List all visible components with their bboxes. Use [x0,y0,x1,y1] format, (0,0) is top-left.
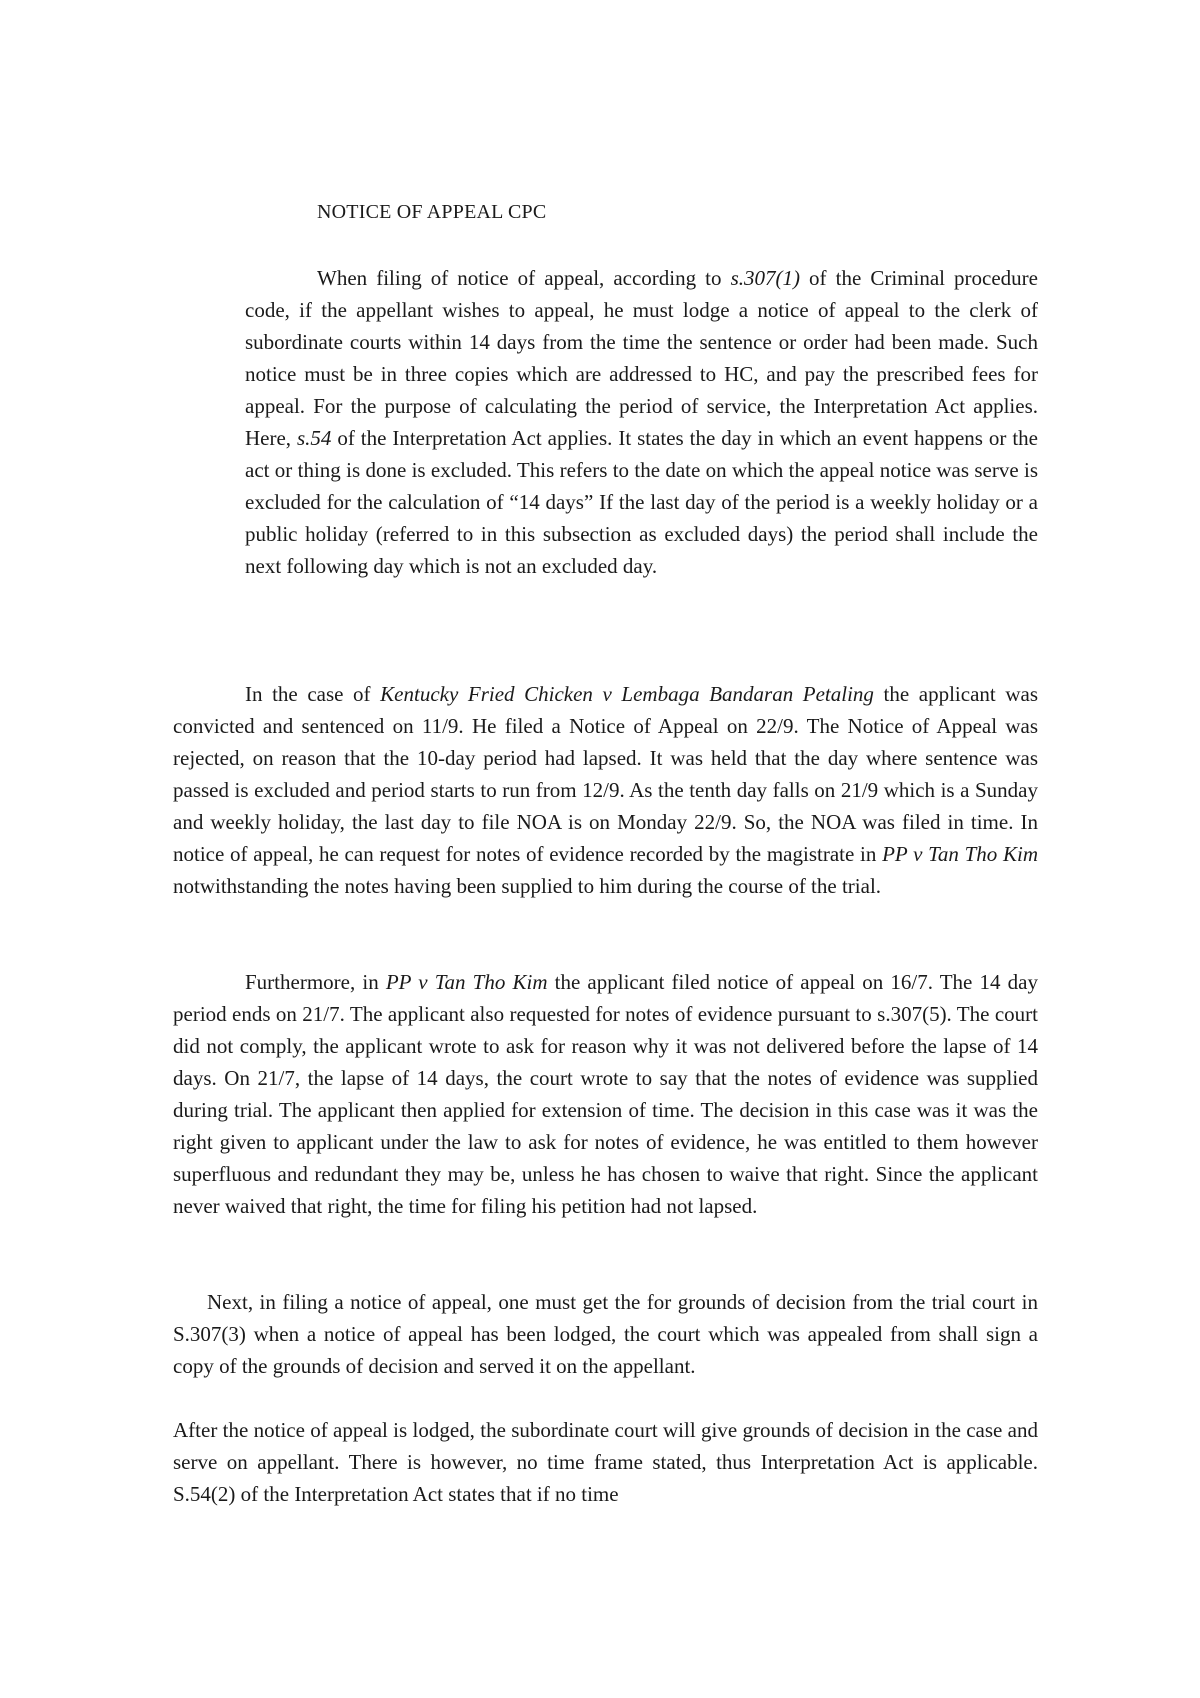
text-segment: When filing of notice of appeal, according to [317,266,731,290]
document-title: NOTICE OF APPEAL CPC [317,201,547,223]
paragraph-grounds-of-decision: Next, in filing a notice of appeal, one must get the for grounds of decision from the trial court in S.307(3) when a notice of appeal has been lodged, the court which was appealed from shall sign a copy of the grounds of decision and served it on the appellant. [173,1290,1038,1378]
paragraph-notice-filing [245,262,1038,582]
paragraph-tan-tho-kim [173,966,1038,1222]
paragraph-kfc-case [173,678,1038,902]
statute-reference: s.54 [296,426,332,450]
paragraph-interpretation-act: After the notice of appeal is lodged, the subordinate court will give grounds of decision in the case and serve on appellant. There is however, no time frame stated, thus Interpretation Act is applicable. S.54(2) of the Interpretation Act states that if no time [173,1418,1038,1506]
case-name: Kentucky Fried Chicken v Lembaga Bandaran Petaling [380,682,874,706]
text-segment: the applicant was convicted and sentenced on 11/9. He filed a Notice of Appeal on 22/9. The Notice of Appeal was rejected, on reason that the 10-day period had lapsed. It was held that the day where sentence was passed is excluded and period starts to run from 12/9. As the tenth day falls on 21/9 which is a Sunday and weekly holiday, the last day to file NOA is on Monday 22/9. So, the NOA was filed in time. In notice of appeal, he can request for notes of evidence recorded by the magistrate in [173,682,1038,866]
statute-reference: s.307(1) [730,266,800,290]
text-segment: notwithstanding the notes having been supplied to him during the course of the trial. [173,874,882,898]
text-segment: Furthermore, in [245,970,386,994]
text-segment: In the case of [245,682,381,706]
text-segment: of the Interpretation Act applies. It states the day in which an event happens or the act or thing is done is excluded. This refers to the date on which the appeal notice was serve is excluded for the calculation of “14 days” If the last day of the period is a weekly holiday or a public holiday (referred to in this subsection as excluded days) the period shall include the next following day which is not an excluded day. [245,426,1038,578]
text-segment: the applicant filed notice of appeal on 16/7. The 14 day period ends on 21/7. The applicant also requested for notes of evidence pursuant to s.307(5). The court did not comply, the applicant wrote to ask for reason why it was not delivered before the lapse of 14 days. On 21/7, the lapse of 14 days, the court wrote to say that the notes of evidence was supplied during trial. The applicant then applied for extension of time. The decision in this case was it was the right given to applicant under the law to ask for notes of evidence, he was entitled to them however superfluous and redundant they may be, unless he has chosen to waive that right. Since the applicant never waived that right, the time for filing his petition had not lapsed. [173,970,1038,1218]
case-name: PP v Tan Tho Kim [385,970,548,994]
case-name: PP v Tan Tho Kim [882,842,1038,866]
text-segment: of the Criminal procedure code, if the appellant wishes to appeal, he must lodge a notice of appeal to the clerk of subordinate courts within 14 days from the time the sentence or order had been made. Such notice must be in three copies which are addressed to HC, and pay the prescribed fees for appeal. For the purpose of calculating the period of service, the Interpretation Act applies. Here, [245,266,1038,450]
